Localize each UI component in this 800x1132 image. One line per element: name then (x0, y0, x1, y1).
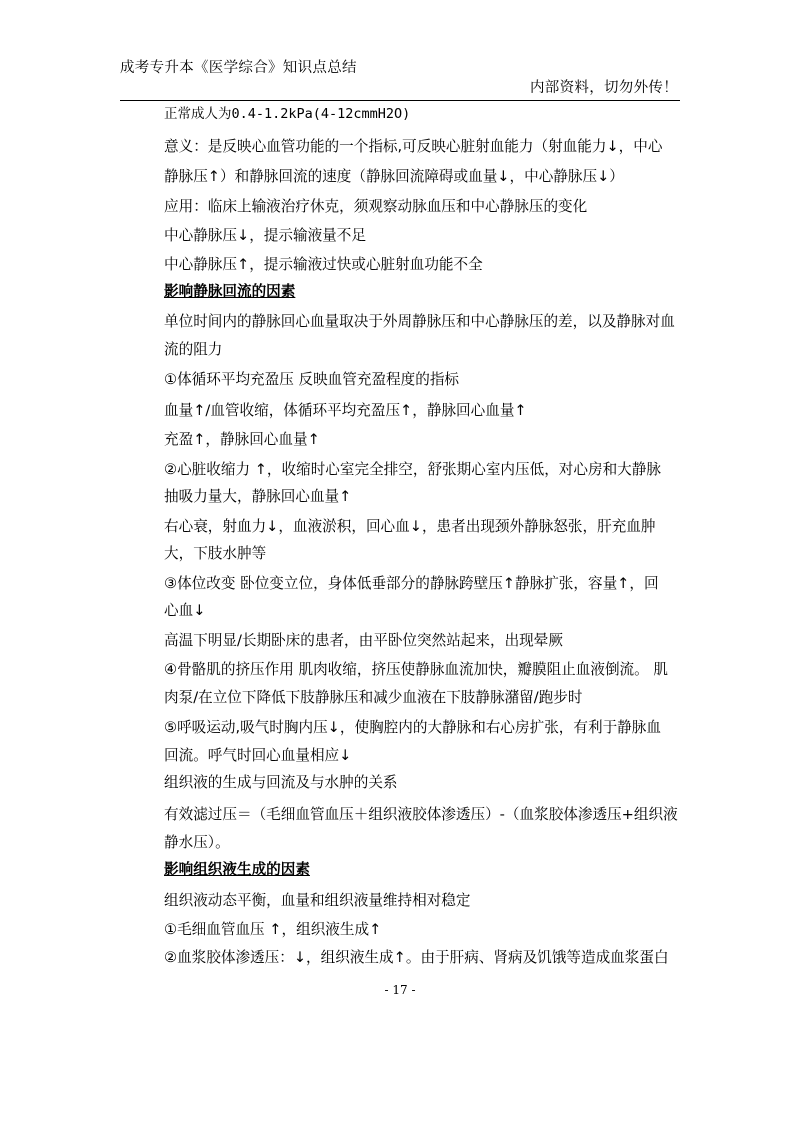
text-line: 右心衰，射血力↓，血液淤积，回心血↓，患者出现颈外静脉怒张，肝充血肿 (164, 518, 656, 535)
text-line: 抽吸力量大，静脉回心血量↑ (164, 488, 352, 505)
text-line: 意义：是反映心血管功能的一个指标,可反映心脏射血能力（射血能力↓，中心 (164, 138, 663, 155)
text-line: ①毛细血管血压 ↑，组织液生成↑ (164, 921, 382, 938)
text-line: 血量↑/血管收缩，体循环平均充盈压↑，静脉回心血量↑ (164, 402, 527, 419)
text-line: 充盈↑，静脉回心血量↑ (164, 431, 320, 448)
text-line: 静水压）。 (164, 834, 230, 851)
text-line: 组织液的生成与回流及与水肿的关系 (164, 774, 398, 791)
document-header-title: 成考专升本《医学综合》知识点总结 (120, 60, 357, 76)
text-line: 肉泵/在立位下降低下肢静脉压和减少血液在下肢静脉潴留/跑步时 (164, 689, 583, 706)
section-heading: 影响静脉回流的因素 (164, 283, 296, 300)
text-line: 应用：临床上输液治疗休克，须观察动脉血压和中心静脉压的变化 (164, 198, 588, 215)
text-line: ③体位改变 卧位变立位，身体低垂部分的静脉跨壁压↑静脉扩张，容量↑，回 (164, 575, 659, 592)
text-line: 回流。呼气时回心血量相应↓ (164, 747, 352, 764)
text-line: ⑤呼吸运动,吸气时胸内压↓，使胸腔内的大静脉和右心房扩张，有利于静脉血 (164, 719, 661, 736)
text-line: 中心静脉压↓，提示输液量不足 (164, 227, 366, 244)
text-line: 静脉压↑）和静脉回流的速度（静脉回流障碍或血量↓，中心静脉压↓） (164, 168, 624, 185)
page-number: - 17 - (384, 983, 416, 997)
text-line: ①体循环平均充盈压 反映血管充盈程度的指标 (164, 371, 460, 388)
text-line: 组织液动态平衡，血量和组织液量维持相对稳定 (164, 892, 471, 909)
text-line: ②心脏收缩力 ↑，收缩时心室完全排空，舒张期心室内压低，对心房和大静脉 (164, 461, 661, 478)
confidential-notice: 内部资料，切勿外传！ (530, 80, 678, 96)
text-line: 大，下肢水肿等 (164, 545, 267, 562)
text-line: 正常成人为0.4-1.2kPa(4-12cmmH2O) (164, 106, 411, 122)
text-line: 流的阻力 (164, 341, 223, 358)
text-line: 中心静脉压↑，提示输液过快或心脏射血功能不全 (164, 256, 483, 273)
text-line: 心血↓ (164, 602, 206, 619)
text-line: 单位时间内的静脉回心血量取决于外周静脉压和中心静脉压的差，以及静脉对血 (164, 313, 675, 330)
text-line: 有效滤过压＝（毛细血管血压＋组织液胶体渗透压）-（血浆胶体渗透压+组织液 (164, 806, 678, 823)
text-line: ④骨骼肌的挤压作用 肌肉收缩，挤压使静脉血流加快，瓣膜阻止血液倒流。 肌 (164, 661, 668, 678)
text-line: 高温下明显/长期卧床的患者，由平卧位突然站起来，出现晕厥 (164, 632, 563, 649)
text-line: ②血浆胶体渗透压：↓，组织液生成↑。由于肝病、肾病及饥饿等造成血浆蛋白 (164, 949, 669, 966)
header-divider (120, 100, 680, 101)
section-heading: 影响组织液生成的因素 (164, 861, 310, 878)
